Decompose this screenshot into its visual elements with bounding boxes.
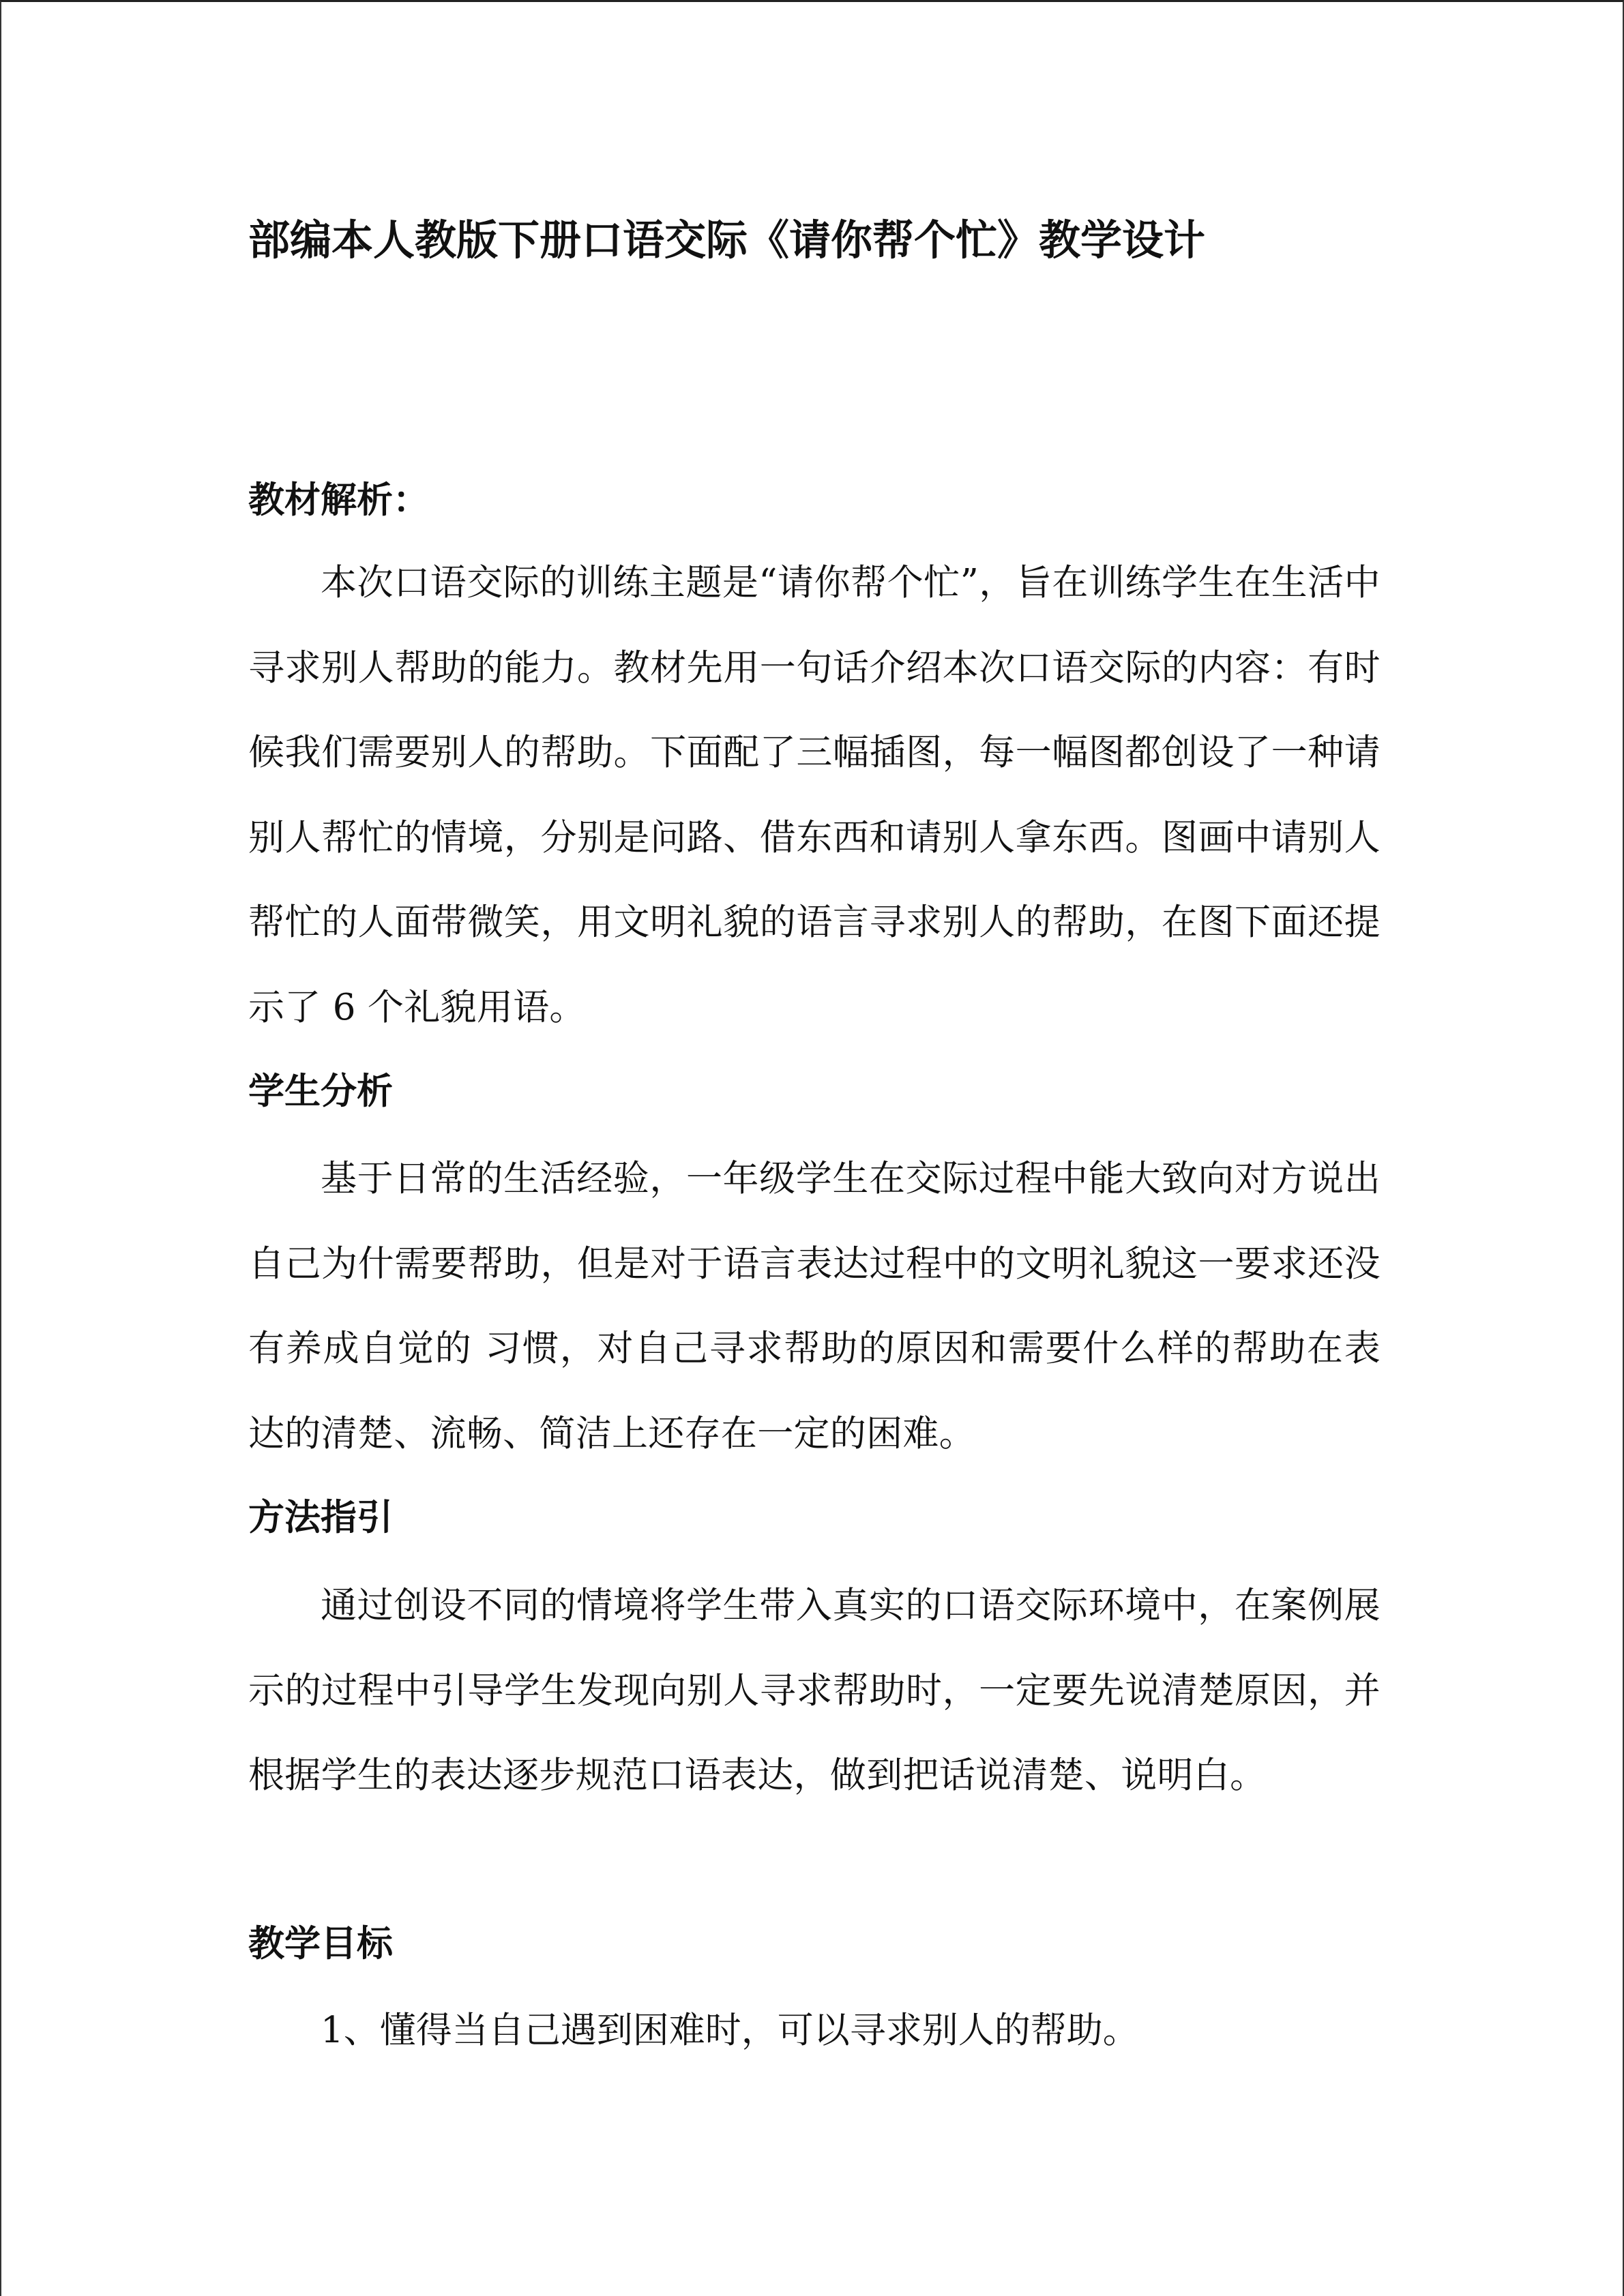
document-title: 部编本人教版下册口语交际《请你帮个忙》教学设计: [248, 216, 1206, 265]
section-heading-teaching-objectives: 教学目标: [248, 1922, 393, 1965]
paragraph-student-analysis: 基于日常的生活经验，一年级学生在交际过程中能大致向对方说出自己为什需要帮助，但是对于语言表达过程中的文明礼貌这一要求还没有养成自觉的 习惯，对自己寻求帮助的原因和需要什么样的帮助在表达的清楚、流畅、简洁上还存在一定的困难。: [248, 1158, 1381, 1455]
paragraph-textbook-analysis: 本次口语交际的训练主题是“请你帮个忙”，旨在训练学生在生活中寻求别人帮助的能力。教材先用一句话介绍本次口语交际的内容：有时候我们需要别人的帮助。下面配了三幅插图，每一幅图都创设了一种请别人帮忙的情境，分别是问路、借东西和请别人拿东西。图画中请别人帮忙的人面带微笑，用文明礼貌的语言寻求别人的帮助，在图下面还提示了 6 个礼貌用语。: [248, 562, 1381, 1028]
section-heading-textbook-analysis: 教材解析：: [248, 479, 429, 521]
section-heading-method-guide: 方法指引: [248, 1496, 393, 1538]
section-heading-student-analysis: 学生分析: [248, 1070, 393, 1112]
teaching-objective-item: 1、懂得当自己遇到困难时，可以寻求别人的帮助。: [321, 2010, 1139, 2051]
paragraph-method-guide: 通过创设不同的情境将学生带入真实的口语交际环境中，在案例展示的过程中引导学生发现向别人寻求帮助时，一定要先说清楚原因，并根据学生的表达逐步规范口语表达，做到把话说清楚、说明白。: [248, 1585, 1381, 1796]
